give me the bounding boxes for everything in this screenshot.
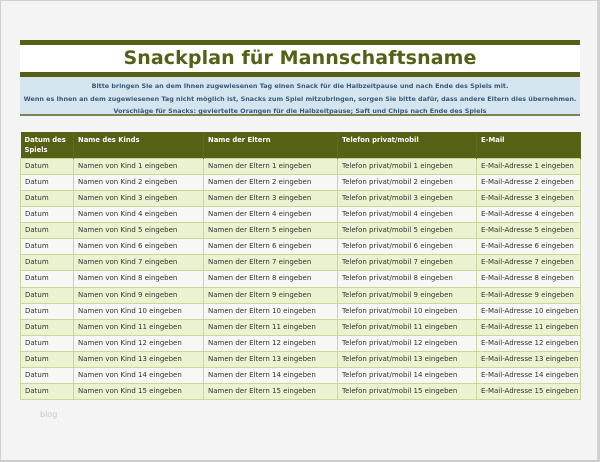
cell-date[interactable]: Datum	[21, 255, 74, 271]
page-title: Snackplan für Mannschaftsname	[20, 45, 580, 72]
cell-child-name[interactable]: Namen von Kind 7 eingeben	[74, 255, 204, 271]
cell-phone[interactable]: Telefon privat/mobil 1 eingeben	[338, 158, 477, 174]
table-row	[21, 368, 581, 384]
cell-phone[interactable]: Telefon privat/mobil 4 eingeben	[338, 206, 477, 222]
cell-date[interactable]: Datum	[21, 206, 74, 222]
cell-email[interactable]: E-Mail-Adresse 10 eingeben	[477, 303, 581, 319]
cell-date[interactable]: Datum	[21, 368, 74, 384]
cell-date[interactable]: Datum	[21, 303, 74, 319]
cell-email[interactable]: E-Mail-Adresse 6 eingeben	[477, 239, 581, 255]
cell-parent-name[interactable]: Namen der Eltern 5 eingeben	[204, 223, 338, 239]
cell-email[interactable]: E-Mail-Adresse 11 eingeben	[477, 319, 581, 335]
cell-phone[interactable]: Telefon privat/mobil 11 eingeben	[338, 319, 477, 335]
cell-phone[interactable]: Telefon privat/mobil 3 eingeben	[338, 190, 477, 206]
cell-child-name[interactable]: Namen von Kind 15 eingeben	[74, 384, 204, 400]
table-row	[21, 303, 581, 319]
cell-email[interactable]: E-Mail-Adresse 8 eingeben	[477, 271, 581, 287]
table-row	[21, 287, 581, 303]
instruction-line-2: Wenn es Ihnen an dem zugewiesenen Tag nicht möglich ist, Snacks zum Spiel mitzubringen, sorgen Sie bitte dafür, dass andere Eltern dies übernehmen.	[23, 94, 577, 103]
snack-schedule-table	[20, 132, 581, 400]
cell-date[interactable]: Datum	[21, 352, 74, 368]
table-row	[21, 223, 581, 239]
cell-child-name[interactable]: Namen von Kind 2 eingeben	[74, 174, 204, 190]
cell-child-name[interactable]: Namen von Kind 3 eingeben	[74, 190, 204, 206]
header-email: E-Mail	[477, 132, 581, 158]
cell-phone[interactable]: Telefon privat/mobil 6 eingeben	[338, 239, 477, 255]
watermark-text: blog	[40, 410, 58, 419]
cell-parent-name[interactable]: Namen der Eltern 3 eingeben	[204, 190, 338, 206]
cell-email[interactable]: E-Mail-Adresse 5 eingeben	[477, 223, 581, 239]
table-row	[21, 158, 581, 174]
cell-date[interactable]: Datum	[21, 190, 74, 206]
cell-date[interactable]: Datum	[21, 287, 74, 303]
table-row	[21, 174, 581, 190]
cell-phone[interactable]: Telefon privat/mobil 10 eingeben	[338, 303, 477, 319]
table-row	[21, 319, 581, 335]
header-parent-name: Name der Eltern	[204, 132, 338, 158]
table-row	[21, 239, 581, 255]
cell-parent-name[interactable]: Namen der Eltern 2 eingeben	[204, 174, 338, 190]
cell-date[interactable]: Datum	[21, 384, 74, 400]
cell-child-name[interactable]: Namen von Kind 5 eingeben	[74, 223, 204, 239]
cell-parent-name[interactable]: Namen der Eltern 8 eingeben	[204, 271, 338, 287]
cell-email[interactable]: E-Mail-Adresse 15 eingeben	[477, 384, 581, 400]
cell-email[interactable]: E-Mail-Adresse 7 eingeben	[477, 255, 581, 271]
instruction-line-1: Bitte bringen Sie an dem Ihnen zugewiesenen Tag einen Snack für die Halbzeitpause und nach Ende des Spiels mit.	[91, 82, 509, 90]
cell-phone[interactable]: Telefon privat/mobil 13 eingeben	[338, 352, 477, 368]
cell-date[interactable]: Datum	[21, 174, 74, 190]
cell-child-name[interactable]: Namen von Kind 14 eingeben	[74, 368, 204, 384]
cell-date[interactable]: Datum	[21, 335, 74, 351]
cell-email[interactable]: E-Mail-Adresse 13 eingeben	[477, 352, 581, 368]
cell-child-name[interactable]: Namen von Kind 6 eingeben	[74, 239, 204, 255]
header-phone: Telefon privat/mobil	[338, 132, 477, 158]
cell-parent-name[interactable]: Namen der Eltern 1 eingeben	[204, 158, 338, 174]
cell-child-name[interactable]: Namen von Kind 1 eingeben	[74, 158, 204, 174]
cell-phone[interactable]: Telefon privat/mobil 5 eingeben	[338, 223, 477, 239]
table-row	[21, 206, 581, 222]
cell-phone[interactable]: Telefon privat/mobil 12 eingeben	[338, 335, 477, 351]
table-row	[21, 190, 581, 206]
cell-child-name[interactable]: Namen von Kind 4 eingeben	[74, 206, 204, 222]
cell-email[interactable]: E-Mail-Adresse 3 eingeben	[477, 190, 581, 206]
cell-child-name[interactable]: Namen von Kind 12 eingeben	[74, 335, 204, 351]
cell-parent-name[interactable]: Namen der Eltern 11 eingeben	[204, 319, 338, 335]
cell-email[interactable]: E-Mail-Adresse 14 eingeben	[477, 368, 581, 384]
table-row	[21, 352, 581, 368]
table-row	[21, 255, 581, 271]
cell-phone[interactable]: Telefon privat/mobil 15 eingeben	[338, 384, 477, 400]
cell-child-name[interactable]: Namen von Kind 13 eingeben	[74, 352, 204, 368]
instruction-line-3: Vorschläge für Snacks: geviertelte Orangen für die Halbzeitpause; Saft und Chips nach Ende des Spiels	[113, 107, 487, 115]
cell-email[interactable]: E-Mail-Adresse 4 eingeben	[477, 206, 581, 222]
cell-parent-name[interactable]: Namen der Eltern 10 eingeben	[204, 303, 338, 319]
cell-phone[interactable]: Telefon privat/mobil 7 eingeben	[338, 255, 477, 271]
cell-parent-name[interactable]: Namen der Eltern 6 eingeben	[204, 239, 338, 255]
cell-parent-name[interactable]: Namen der Eltern 14 eingeben	[204, 368, 338, 384]
cell-parent-name[interactable]: Namen der Eltern 15 eingeben	[204, 384, 338, 400]
cell-date[interactable]: Datum	[21, 223, 74, 239]
table-row	[21, 271, 581, 287]
cell-parent-name[interactable]: Namen der Eltern 9 eingeben	[204, 287, 338, 303]
cell-phone[interactable]: Telefon privat/mobil 8 eingeben	[338, 271, 477, 287]
cell-parent-name[interactable]: Namen der Eltern 4 eingeben	[204, 206, 338, 222]
cell-parent-name[interactable]: Namen der Eltern 13 eingeben	[204, 352, 338, 368]
cell-email[interactable]: E-Mail-Adresse 9 eingeben	[477, 287, 581, 303]
table-row	[21, 384, 581, 400]
cell-child-name[interactable]: Namen von Kind 8 eingeben	[74, 271, 204, 287]
header-child-name: Name des Kinds	[74, 132, 204, 158]
cell-date[interactable]: Datum	[21, 158, 74, 174]
cell-email[interactable]: E-Mail-Adresse 1 eingeben	[477, 158, 581, 174]
cell-child-name[interactable]: Namen von Kind 10 eingeben	[74, 303, 204, 319]
cell-parent-name[interactable]: Namen der Eltern 12 eingeben	[204, 335, 338, 351]
cell-child-name[interactable]: Namen von Kind 11 eingeben	[74, 319, 204, 335]
cell-child-name[interactable]: Namen von Kind 9 eingeben	[74, 287, 204, 303]
cell-date[interactable]: Datum	[21, 271, 74, 287]
header-date: Datum des Spiels	[21, 132, 74, 158]
table-row	[21, 335, 581, 351]
cell-email[interactable]: E-Mail-Adresse 12 eingeben	[477, 335, 581, 351]
cell-phone[interactable]: Telefon privat/mobil 2 eingeben	[338, 174, 477, 190]
cell-phone[interactable]: Telefon privat/mobil 9 eingeben	[338, 287, 477, 303]
instructions-box	[20, 77, 580, 116]
table-header-row	[21, 132, 581, 158]
cell-date[interactable]: Datum	[21, 239, 74, 255]
cell-phone[interactable]: Telefon privat/mobil 14 eingeben	[338, 368, 477, 384]
cell-parent-name[interactable]: Namen der Eltern 7 eingeben	[204, 255, 338, 271]
cell-email[interactable]: E-Mail-Adresse 2 eingeben	[477, 174, 581, 190]
cell-date[interactable]: Datum	[21, 319, 74, 335]
